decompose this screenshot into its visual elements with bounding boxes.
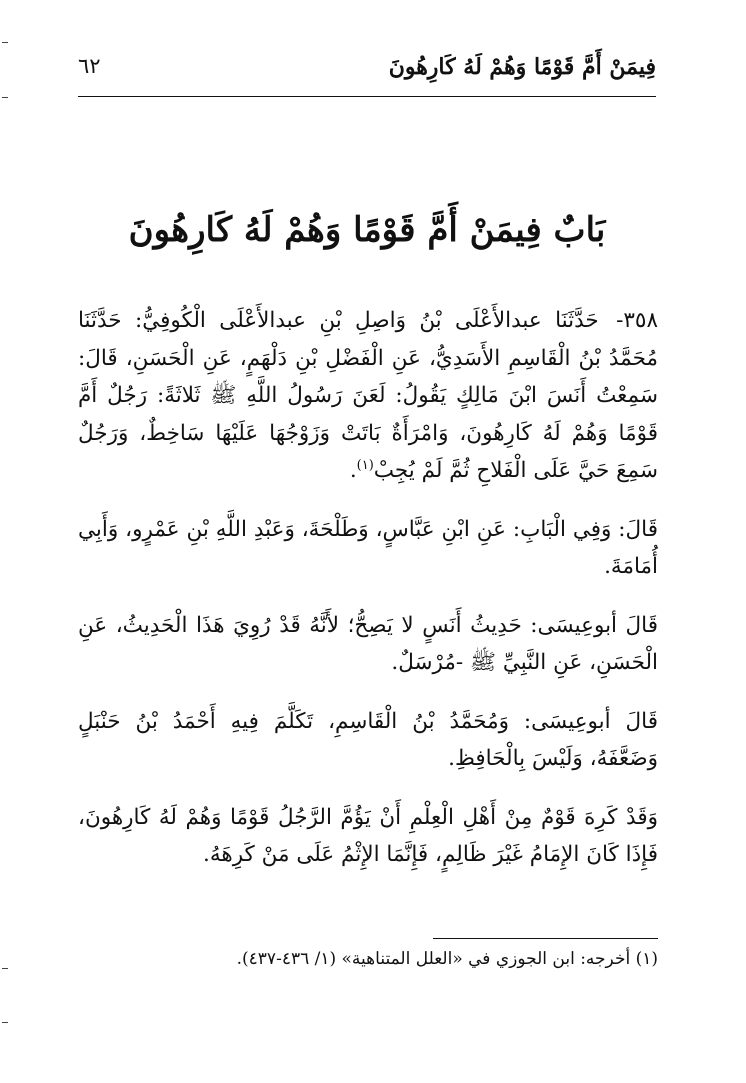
scan-margin-mark bbox=[2, 97, 8, 98]
scan-margin-mark bbox=[2, 42, 8, 43]
footnote: (١) أخرجه: ابن الجوزي في «العلل المتناهية» (١/ ٤٣٦-٤٣٧). bbox=[236, 949, 658, 969]
hadith-paragraph bbox=[78, 302, 658, 490]
paragraph-narrator-criticism: قَالَ أبوعِيسَى: وَمُحَمَّدُ بْنُ الْقَاسِمِ، تَكَلَّمَ فِيهِ أَحْمَدُ بْنُ حَنْبَلٍ وَضَعَّفَهُ، وَلَيْسَ بِالْحَافِظِ. bbox=[78, 708, 658, 771]
body-text bbox=[78, 302, 658, 874]
paragraph-scholars-opinion: وَقَدْ كَرِهَ قَوْمٌ مِنْ أَهْلِ الْعِلْمِ أَنْ يَؤُمَّ الرَّجُلُ قَوْمًا وَهُمْ لَهُ كَارِهُونَ، فَإِذَا كَانَ الإِمَامُ غَيْرَ ظَالِمٍ، فَإِنَّمَا الإِثْمُ عَلَى مَنْ كَرِهَهُ. bbox=[78, 804, 658, 867]
footnote-marker: (١) bbox=[356, 457, 374, 473]
chapter-title: بَابٌ فِيمَنْ أَمَّ قَوْمًا وَهُمْ لَهُ كَارِهُونَ bbox=[128, 210, 606, 250]
hadith-end: . bbox=[349, 458, 357, 483]
hadith-text: حَدَّثَنَا عبدالأَعْلَى بْنُ وَاصِلِ بْنِ عبدالأَعْلَى الْكُوفِيُّ: حَدَّثَنَا مُحَمَّدُ بْنُ الْقَاسِمِ الأَسَدِيُّ، عَنِ الْفَضْلِ بْنِ دَلْهَمٍ، عَنِ الْحَسَنِ، قَالَ: سَمِعْتُ أَنَسَ ابْنَ مَالِكٍ يَقُولُ: لَعَنَ رَسُولُ اللَّهِ ﷺ ثَلاثَةً: رَجُلٌ أَمَّ قَوْمًا وَهُمْ لَهُ كَارِهُونَ، وَامْرَأَةٌ بَاتَتْ وَزَوْجُهَا عَلَيْهَا سَاخِطٌ، وَرَجُلٌ سَمِعَ حَيَّ عَلَى الْفَلاحِ ثُمَّ لَمْ يُجِبْ bbox=[78, 308, 658, 483]
paragraph-grading: قَالَ أبوعِيسَى: حَدِيثُ أَنَسٍ لا يَصِحُّ؛ لأَنَّهُ قَدْ رُوِيَ هَذَا الْحَدِيثُ، عَنِ الْحَسَنِ، عَنِ النَّبِيِّ ﷺ -مُرْسَلٌ. bbox=[78, 612, 658, 675]
running-title: فِيمَنْ أَمَّ قَوْمًا وَهُمْ لَهُ كَارِهُونَ bbox=[388, 54, 656, 80]
running-header bbox=[78, 52, 656, 92]
header-rule bbox=[78, 96, 656, 97]
footnote-rule bbox=[433, 938, 658, 939]
hadith-number: ٣٥٨- bbox=[616, 308, 658, 333]
scan-margin-mark bbox=[2, 968, 8, 969]
page-number: ٦٢ bbox=[78, 54, 101, 78]
paragraph-chapter-narrators: قَالَ: وَفِي الْبَابِ: عَنِ ابْنِ عَبَّاسٍ، وَطَلْحَةَ، وَعَبْدِ اللَّهِ بْنِ عَمْرٍو، وَأَبِي أُمَامَةَ. bbox=[78, 516, 658, 579]
scan-margin-mark bbox=[2, 1022, 8, 1023]
